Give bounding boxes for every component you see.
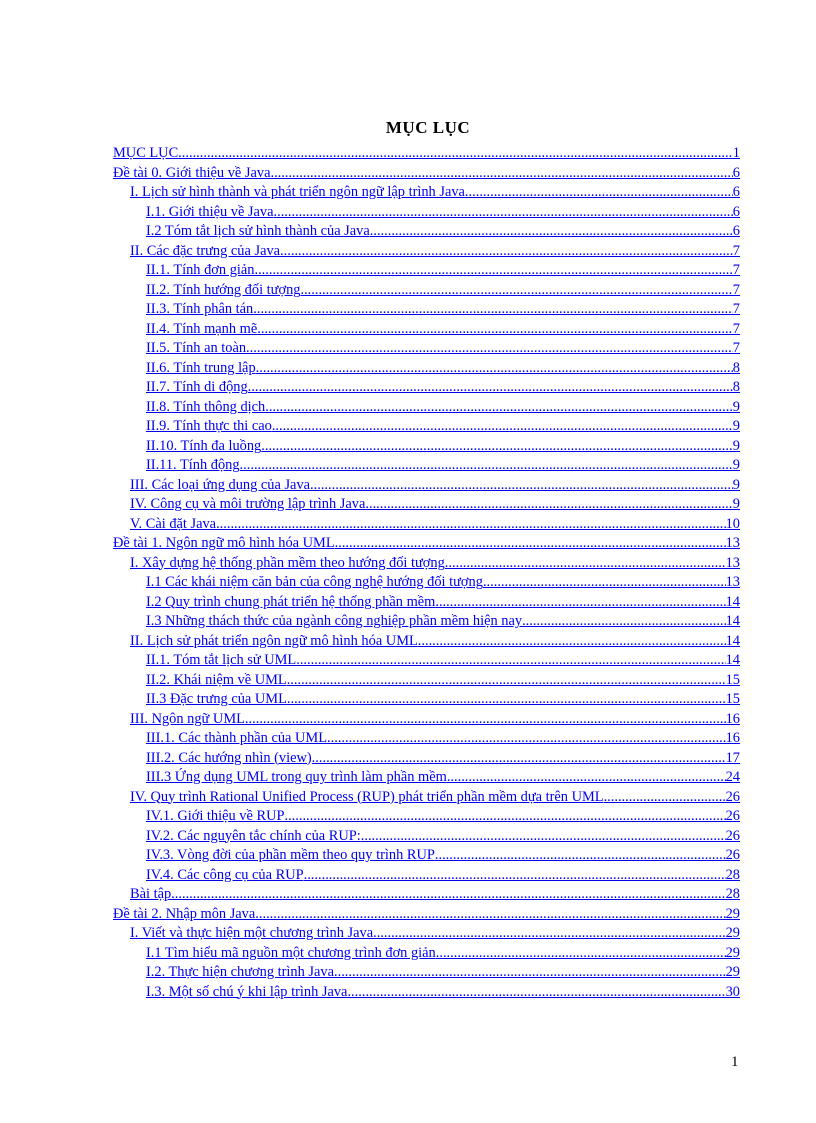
toc-entry-title: MỤC LỤC: [113, 145, 179, 161]
toc-entry-page: 6: [732, 223, 740, 239]
toc-entry-page: 9: [732, 496, 740, 512]
toc-entry[interactable]: [113, 593, 740, 613]
toc-entry-title: III.1. Các thành phần của UML: [146, 730, 328, 746]
toc-dot-leader: [272, 417, 733, 437]
toc-entry[interactable]: [113, 359, 740, 379]
toc-entry-title: II.4. Tính mạnh mẽ: [146, 320, 258, 337]
toc-dot-leader: [447, 768, 726, 788]
toc-entry-page: 14: [725, 632, 740, 649]
toc-entry[interactable]: [113, 690, 740, 710]
toc-entry[interactable]: [113, 807, 740, 827]
toc-dot-leader: [240, 456, 733, 476]
toc-entry-title: I.3. Một số chú ý khi lập trình Java: [146, 983, 348, 1000]
toc-entry-page: 13: [725, 574, 740, 590]
toc-entry-title: I. Lịch sử hình thành và phát triển ngôn ngữ lập trình Java: [130, 184, 465, 200]
toc-dot-leader: [270, 164, 732, 184]
toc-entry-title: Bài tập: [130, 886, 172, 902]
toc-entry-page: 26: [725, 808, 740, 824]
toc-dot-leader: [265, 398, 733, 418]
toc-entry-page: 9: [732, 457, 740, 473]
toc-entry-title: Đề tài 1. Ngôn ngữ mô hình hóa UML: [113, 535, 335, 551]
toc-entry-page: 28: [725, 886, 740, 902]
toc-entry[interactable]: [113, 924, 740, 944]
toc-entry[interactable]: [113, 398, 740, 418]
toc-entry-title: IV.4. Các công cụ của RUP: [146, 866, 304, 883]
toc-entry-title: I.2 Tóm tắt lịch sử hình thành của Java: [146, 223, 370, 239]
toc-dot-leader: [522, 612, 726, 632]
table-of-contents: [113, 144, 740, 1002]
toc-entry-title: II.2. Khái niệm về UML: [146, 671, 287, 688]
toc-entry[interactable]: [113, 515, 740, 535]
toc-entry-page: 16: [725, 730, 740, 746]
toc-dot-leader: [334, 963, 726, 983]
toc-entry-title: IV. Quy trình Rational Unified Process (RUP) phát triển phần mềm dựa trên UML: [130, 788, 604, 805]
toc-dot-leader: [604, 788, 726, 808]
toc-entry-page: 9: [732, 437, 740, 454]
toc-entry[interactable]: [113, 242, 740, 262]
toc-dot-leader: [373, 924, 726, 944]
toc-entry-title: IV. Công cụ và môi trường lập trình Java: [130, 496, 366, 512]
page-number: 1: [731, 1054, 739, 1070]
toc-entry[interactable]: [113, 788, 740, 808]
toc-entry-page: 26: [725, 847, 740, 863]
toc-dot-leader: [261, 437, 733, 457]
toc-entry-page: 7: [732, 301, 740, 317]
toc-entry-title: II.9. Tính thực thi cao: [146, 418, 272, 434]
toc-entry[interactable]: [113, 944, 740, 964]
toc-entry[interactable]: [113, 339, 740, 359]
toc-entry[interactable]: [113, 963, 740, 983]
toc-entry[interactable]: [113, 729, 740, 749]
toc-entry[interactable]: [113, 749, 740, 769]
toc-entry-page: 14: [725, 652, 740, 668]
toc-entry[interactable]: [113, 768, 740, 788]
toc-entry[interactable]: [113, 905, 740, 925]
toc-entry-title: II.3 Đặc trưng của UML: [146, 691, 287, 707]
toc-entry-title: III. Ngôn ngữ UML: [130, 710, 245, 727]
toc-entry[interactable]: [113, 671, 740, 691]
toc-entry-page: 10: [725, 515, 740, 532]
toc-dot-leader: [435, 593, 725, 613]
toc-dot-leader: [256, 359, 733, 379]
toc-entry[interactable]: [113, 534, 740, 554]
toc-entry-title: II.5. Tính an toàn: [146, 340, 247, 356]
toc-entry-page: 16: [725, 710, 740, 727]
toc-entry-page: 9: [732, 398, 740, 415]
toc-entry-page: 29: [725, 905, 740, 922]
toc-entry-page: 7: [732, 340, 740, 356]
page-title: MỤC LỤC: [385, 118, 471, 137]
toc-entry[interactable]: [113, 183, 740, 203]
toc-entry[interactable]: [113, 281, 740, 301]
toc-dot-leader: [254, 261, 732, 281]
toc-entry-page: 7: [732, 242, 740, 259]
toc-entry-title: III. Các loại ứng dụng của Java: [130, 476, 311, 493]
toc-entry[interactable]: [113, 710, 740, 730]
toc-dot-leader: [246, 339, 733, 359]
toc-entry-page: 30: [725, 983, 740, 1000]
toc-entry[interactable]: [113, 983, 740, 1003]
toc-entry[interactable]: [113, 827, 740, 847]
toc-entry[interactable]: [113, 651, 740, 671]
toc-dot-leader: [365, 495, 732, 515]
toc-entry[interactable]: [113, 164, 740, 184]
toc-entry-title: II.3. Tính phân tán: [146, 301, 254, 317]
toc-entry[interactable]: [113, 495, 740, 515]
toc-entry-title: I.2. Thực hiện chương trình Java: [146, 964, 334, 980]
toc-entry-title: II.10. Tính đa luồng: [146, 437, 262, 454]
toc-entry-title: II.2. Tính hướng đối tượng: [146, 281, 301, 298]
toc-dot-leader: [257, 320, 733, 340]
toc-dot-leader: [274, 203, 733, 223]
toc-entry-title: IV.2. Các nguyên tắc chính của RUP:: [146, 827, 361, 844]
toc-dot-leader: [253, 300, 733, 320]
toc-dot-leader: [304, 866, 726, 886]
toc-entry[interactable]: [113, 612, 740, 632]
toc-entry[interactable]: [113, 300, 740, 320]
toc-entry-page: 17: [725, 749, 740, 766]
toc-entry-page: 7: [732, 281, 740, 298]
toc-dot-leader: [312, 749, 726, 769]
toc-entry-title: I.1 Tìm hiểu mã nguồn một chương trình đơn giản: [146, 944, 436, 961]
toc-dot-leader: [347, 983, 725, 1003]
toc-dot-leader: [300, 281, 732, 301]
toc-dot-leader: [327, 729, 726, 749]
toc-entry-page: 6: [732, 184, 740, 200]
toc-dot-leader: [370, 222, 733, 242]
toc-entry[interactable]: [113, 476, 740, 496]
toc-entry-title: I.1. Giới thiệu về Java: [146, 203, 274, 220]
toc-entry[interactable]: [113, 378, 740, 398]
toc-entry-page: 7: [732, 320, 740, 337]
toc-entry-page: 14: [725, 613, 740, 629]
toc-dot-leader: [436, 944, 726, 964]
toc-entry[interactable]: [113, 573, 740, 593]
toc-dot-leader: [361, 827, 726, 847]
toc-entry[interactable]: [113, 203, 740, 223]
toc-dot-leader: [483, 573, 726, 593]
toc-entry-title: Đề tài 0. Giới thiệu về Java: [113, 164, 271, 181]
toc-dot-leader: [465, 183, 733, 203]
toc-entry-title: I. Viết và thực hiện một chương trình Java: [130, 925, 374, 941]
toc-entry[interactable]: [113, 554, 740, 574]
toc-entry-title: IV.1. Giới thiệu về RUP: [146, 808, 285, 824]
toc-entry[interactable]: [113, 866, 740, 886]
toc-entry-title: IV.3. Vòng đời của phần mềm theo quy trình RUP: [146, 847, 435, 863]
toc-entry[interactable]: [113, 320, 740, 340]
toc-entry-page: 29: [725, 944, 740, 961]
toc-entry-title: II.1. Tính đơn giản: [146, 262, 255, 278]
toc-entry[interactable]: [113, 222, 740, 242]
toc-entry-title: III.3 Ứng dụng UML trong quy trình làm phần mềm: [146, 769, 447, 785]
toc-dot-leader: [280, 242, 733, 262]
toc-entry-page: 15: [725, 671, 740, 688]
toc-dot-leader: [445, 554, 726, 574]
toc-dot-leader: [310, 476, 733, 496]
toc-dot-leader: [435, 846, 726, 866]
toc-dot-leader: [248, 378, 733, 398]
toc-entry-title: II. Lịch sử phát triển ngôn ngữ mô hình hóa UML: [130, 632, 418, 649]
toc-entry-title: V. Cài đặt Java: [130, 515, 217, 532]
toc-dot-leader: [216, 515, 726, 535]
toc-entry-page: 7: [732, 262, 740, 278]
toc-dot-leader: [335, 534, 726, 554]
toc-dot-leader: [171, 885, 725, 905]
toc-entry-title: II.8. Tính thông dịch: [146, 398, 266, 415]
toc-entry[interactable]: [113, 632, 740, 652]
toc-entry-page: 26: [725, 788, 740, 805]
toc-entry[interactable]: [113, 456, 740, 476]
toc-entry-page: 29: [725, 964, 740, 980]
toc-entry-page: 8: [732, 379, 740, 395]
toc-entry-title: I. Xây dựng hệ thống phần mềm theo hướng đối tượng: [130, 554, 445, 571]
toc-dot-leader: [296, 651, 725, 671]
toc-entry-title: I.1 Các khái niệm căn bản của công nghệ hướng đối tượng: [146, 574, 483, 590]
toc-entry[interactable]: [113, 437, 740, 457]
toc-entry-page: 29: [725, 925, 740, 941]
toc-entry-page: 9: [732, 418, 740, 434]
toc-entry-title: III.2. Các hướng nhìn (view): [146, 749, 312, 766]
toc-entry-page: 28: [725, 866, 740, 883]
toc-entry-title: II. Các đặc trưng của Java: [130, 242, 281, 259]
toc-entry-title: II.11. Tính động: [146, 457, 240, 473]
toc-entry-page: 26: [725, 827, 740, 844]
toc-entry-title: I.3 Những thách thức của ngành công nghiệp phần mềm hiện nay: [146, 613, 523, 629]
toc-entry-page: 8: [732, 359, 740, 376]
toc-entry-title: Đề tài 2. Nhập môn Java: [113, 905, 256, 922]
toc-entry[interactable]: [113, 885, 740, 905]
toc-entry-title: II.6. Tính trung lập: [146, 359, 256, 376]
toc-entry-page: 24: [725, 769, 740, 785]
toc-entry[interactable]: [113, 417, 740, 437]
toc-entry-page: 1: [732, 145, 740, 161]
toc-dot-leader: [255, 905, 725, 925]
toc-entry-page: 14: [725, 593, 740, 610]
toc-entry-title: II.7. Tính di động: [146, 379, 248, 395]
toc-dot-leader: [178, 144, 733, 164]
toc-entry-page: 13: [725, 554, 740, 571]
toc-dot-leader: [418, 632, 726, 652]
toc-entry-page: 15: [725, 691, 740, 707]
toc-dot-leader: [287, 671, 726, 691]
toc-dot-leader: [284, 807, 725, 827]
toc-entry-page: 6: [732, 203, 740, 220]
toc-entry[interactable]: [113, 144, 740, 164]
toc-entry-title: I.2 Quy trình chung phát triển hệ thống phần mềm: [146, 593, 436, 610]
toc-entry-page: 13: [725, 535, 740, 551]
toc-entry-page: 9: [732, 476, 740, 493]
toc-entry[interactable]: [113, 846, 740, 866]
toc-entry-title: II.1. Tóm tắt lịch sử UML: [146, 652, 297, 668]
toc-dot-leader: [287, 690, 726, 710]
toc-entry-page: 6: [732, 164, 740, 181]
toc-dot-leader: [245, 710, 726, 730]
toc-entry[interactable]: [113, 261, 740, 281]
